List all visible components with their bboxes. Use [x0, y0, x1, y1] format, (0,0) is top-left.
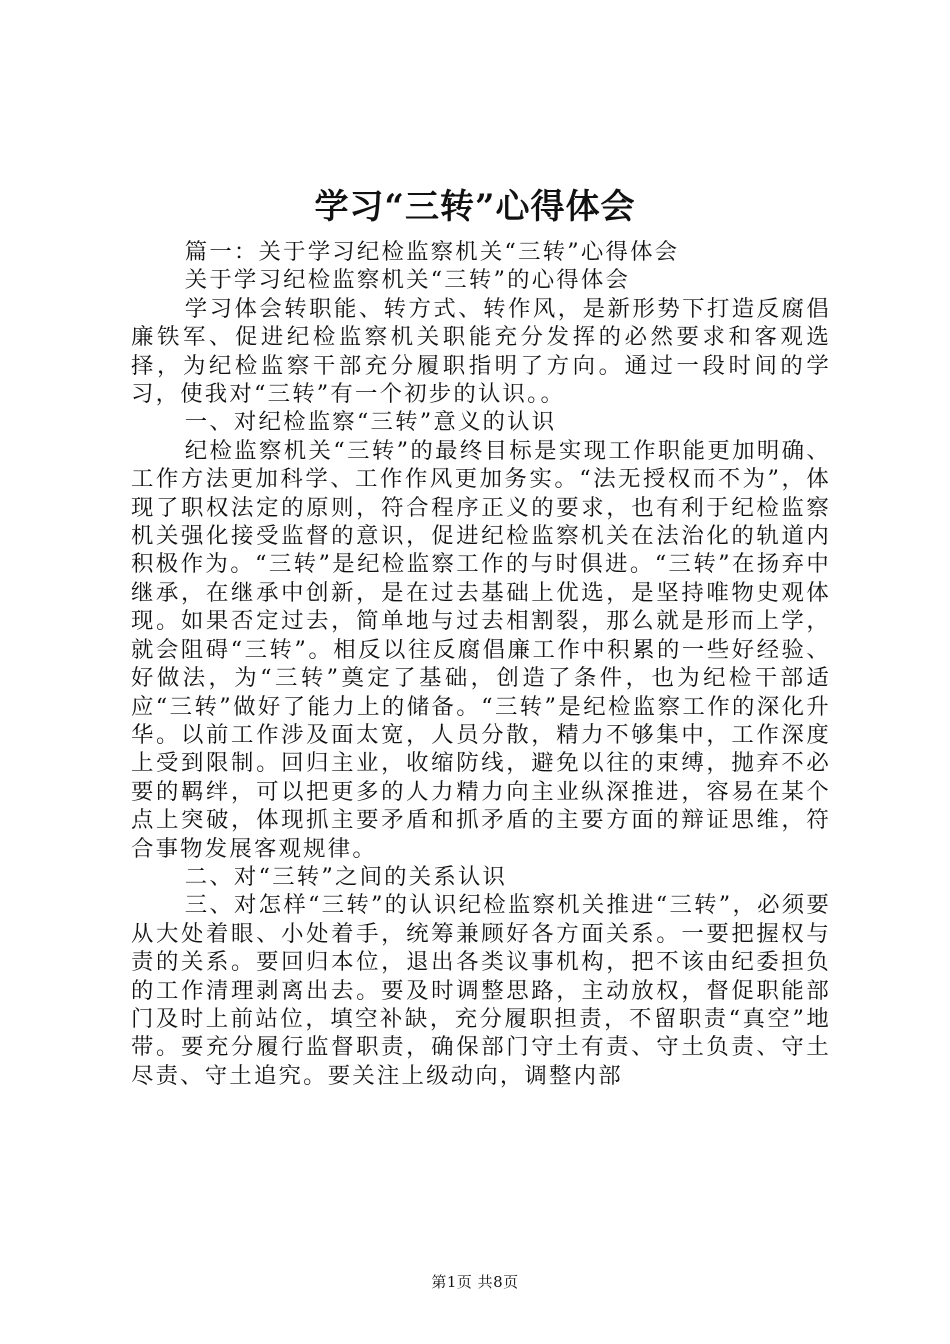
paragraph-intro: 学习体会转职能、转方式、转作风，是新形势下打造反腐倡廉铁军、促进纪检监察机关职能充分发挥的必然要求和客观选择，为纪检监察干部充分履职指明了方向。通过一段时间的学习，使我对“三转”有一个初步的认识。。: [131, 295, 831, 408]
paragraph-heading-part-one: 篇一：关于学习纪检监察机关“三转”心得体会: [184, 239, 680, 265]
document-body: [131, 238, 831, 1090]
page-number-footer: 第1页 共8页: [431, 1273, 519, 1291]
paragraph-subtitle: 关于学习纪检监察机关“三转”的心得体会: [184, 267, 631, 294]
paragraph-section-one: 纪检监察机关“三转”的最终目标是实现工作职能更加明确、工作方法更加科学、工作作风更加务实。“法无授权而不为”，体现了职权法定的原则，符合程序正义的要求，也有利于纪检监察机关强化接受监督的意识，促进纪检监察机关在法治化的轨道内积极作为。“三转”是纪检监察工作的与时俱进。“三转”在扬弃中继承，在继承中创新，是在过去基础上优选，是坚持唯物史观体现。如果否定过去，简单地与过去相割裂，那么就是形而上学，就会阻碍“三转”。相反以往反腐倡廉工作中积累的一些好经验、好做法，为“三转”奠定了基础，创造了条件，也为纪检干部适应“三转”做好了能力上的储备。“三转”是纪检监察工作的深化升华。以前工作涉及面太宽，人员分散，精力不够集中，工作深度上受到限制。回归主业，收缩防线，避免以往的束缚，抛弃不必要的羁绊，可以把更多的人力精力向主业纵深推进，容易在某个点上突破，体现抓主要矛盾和抓矛盾的主要方面的辩证思维，符合事物发展客观规律。: [131, 437, 831, 862]
page-title: 学习“三转”心得体会: [314, 187, 636, 227]
paragraph-section-three: 三、对怎样“三转”的认识纪检监察机关推进“三转”，必须要从大处着眼、小处着手，统筹兼顾好各方面关系。一要把握权与责的关系。要回归本位，退出各类议事机构，把不该由纪委担负的工作清理剥离出去。要及时调整思路，主动放权，督促职能部门及时上前站位，填空补缺，充分履职担责，不留职责“真空”地带。要充分履行监督职责，确保部门守土有责、守土负责、守土尽责、守土追究。要关注上级动向，调整内部: [131, 892, 831, 1089]
section-heading-one: 一、对纪检监察“三转”意义的认识: [184, 409, 557, 436]
section-heading-two: 二、对“三转”之间的关系认识: [184, 863, 508, 890]
